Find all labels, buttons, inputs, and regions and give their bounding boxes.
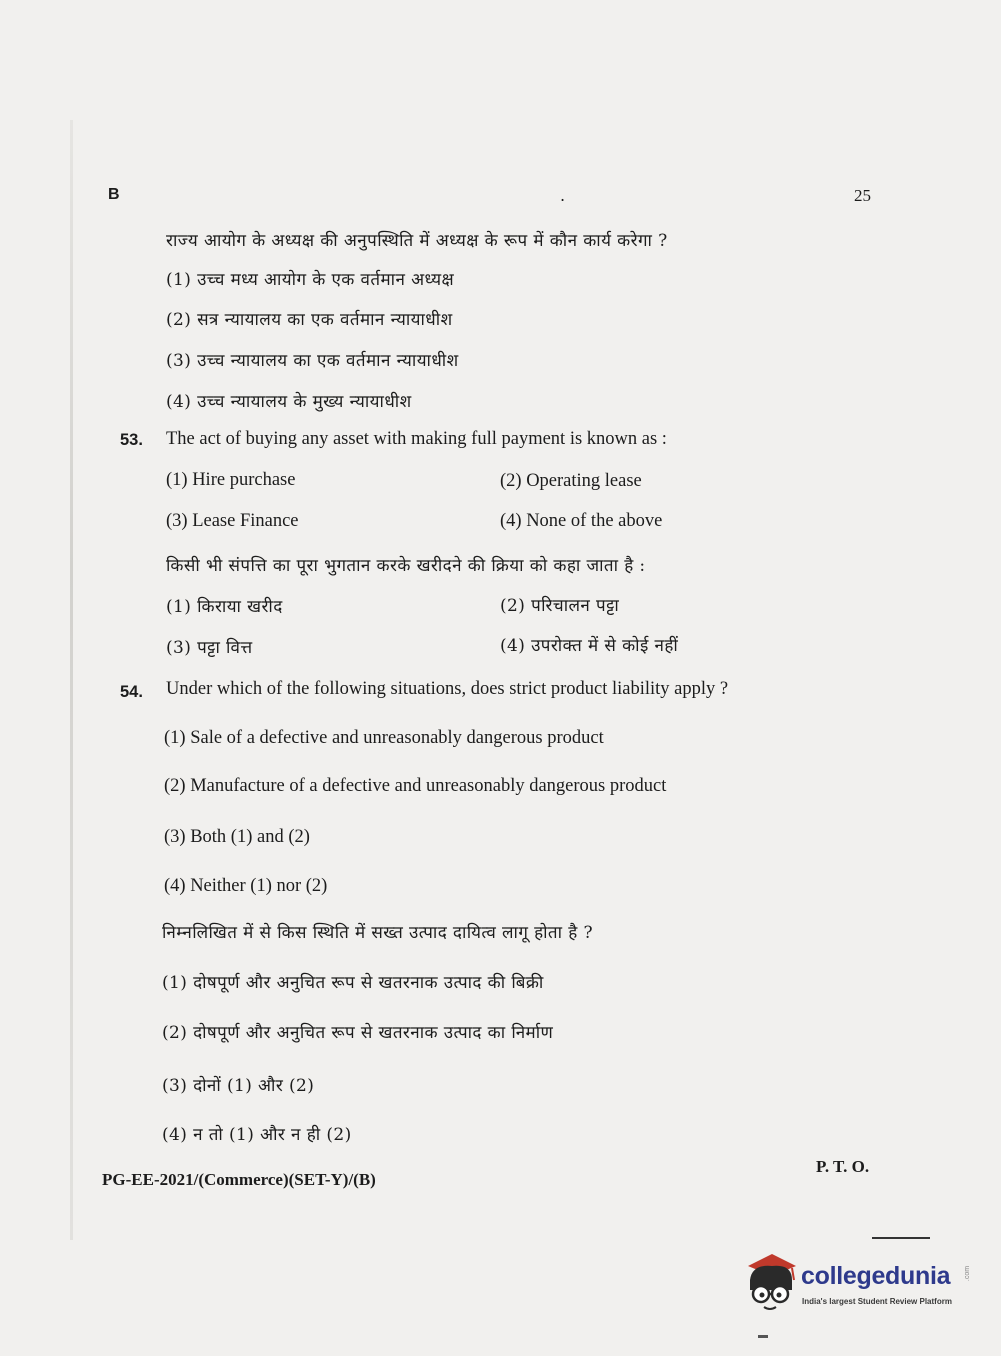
header-dot: . [560,186,566,205]
q52-stem-hindi: राज्य आयोग के अध्यक्ष की अनुपस्थिति में अध्यक्ष के रूप में कौन कार्य करेगा ? [166,231,668,251]
q54-option-4: (4) Neither (1) nor (2) [164,876,328,896]
page-number: 25 [854,186,871,205]
series-label: B [108,186,120,203]
collegedunia-watermark [742,1250,972,1326]
q54-stem-english: Under which of the following situations, does strict product liability apply ? [166,679,729,699]
q54-stem-hindi: निम्नलिखित में से किस स्थिति में सख्त उत्पाद दायित्व लागू होता है ? [162,923,593,943]
pto-label: P. T. O. [816,1157,870,1176]
q53-option-2-hindi: (2) परिचालन पट्टा [500,596,620,616]
q54-option-1: (1) Sale of a defective and unreasonably dangerous product [164,728,604,748]
q52-option-2-hindi: (2) सत्र न्यायालय का एक वर्तमान न्यायाधीश [166,310,453,330]
q53-option-1: (1) Hire purchase [166,470,296,490]
q53-option-3: (3) Lease Finance [166,511,299,531]
brand-name: collegedunia [801,1262,951,1290]
q54-option-4-hindi: (4) न तो (1) और न ही (2) [162,1125,352,1145]
q53-option-4-hindi: (4) उपरोक्त में से कोई नहीं [500,636,679,656]
q53-stem-english: The act of buying any asset with making full payment is known as : [166,429,667,449]
q54-option-3: (3) Both (1) and (2) [164,827,310,847]
q52-option-3-hindi: (3) उच्च न्यायालय का एक वर्तमान न्यायाधीश [166,351,459,371]
q53-option-1-hindi: (1) किराया खरीद [166,597,283,617]
q53-stem-hindi: किसी भी संपत्ति का पूरा भुगतान करके खरीदने की क्रिया को कहा जाता है : [166,556,646,576]
brand-tagline: India's largest Student Review Platform [802,1297,952,1306]
q54-option-2-hindi: (2) दोषपूर्ण और अनुचित रूप से खतरनाक उत्पाद का निर्माण [162,1023,554,1043]
footer-rule [872,1237,930,1239]
q54-option-2: (2) Manufacture of a defective and unreasonably dangerous product [164,776,667,796]
q53-option-2: (2) Operating lease [500,471,642,491]
q52-option-1-hindi: (1) उच्च मध्य आयोग के एक वर्तमान अध्यक्ष [166,270,455,290]
q53-option-4: (4) None of the above [500,511,663,531]
q54-option-3-hindi: (3) दोनों (1) और (2) [162,1076,315,1096]
graduate-mascot-icon [742,1250,800,1316]
scan-mark [758,1335,768,1338]
exam-code-footer: PG-EE-2021/(Commerce)(SET-Y)/(B) [102,1170,376,1189]
q54-number: 54. [120,683,143,701]
q53-number: 53. [120,431,143,449]
q52-option-4-hindi: (4) उच्च न्यायालय के मुख्य न्यायाधीश [166,392,412,412]
q54-option-1-hindi: (1) दोषपूर्ण और अनुचित रूप से खतरनाक उत्पाद की बिक्री [162,973,544,993]
page-edge-shadow [70,120,73,1240]
brand-domain: .com [964,1265,972,1282]
q53-option-3-hindi: (3) पट्टा वित्त [166,638,253,658]
